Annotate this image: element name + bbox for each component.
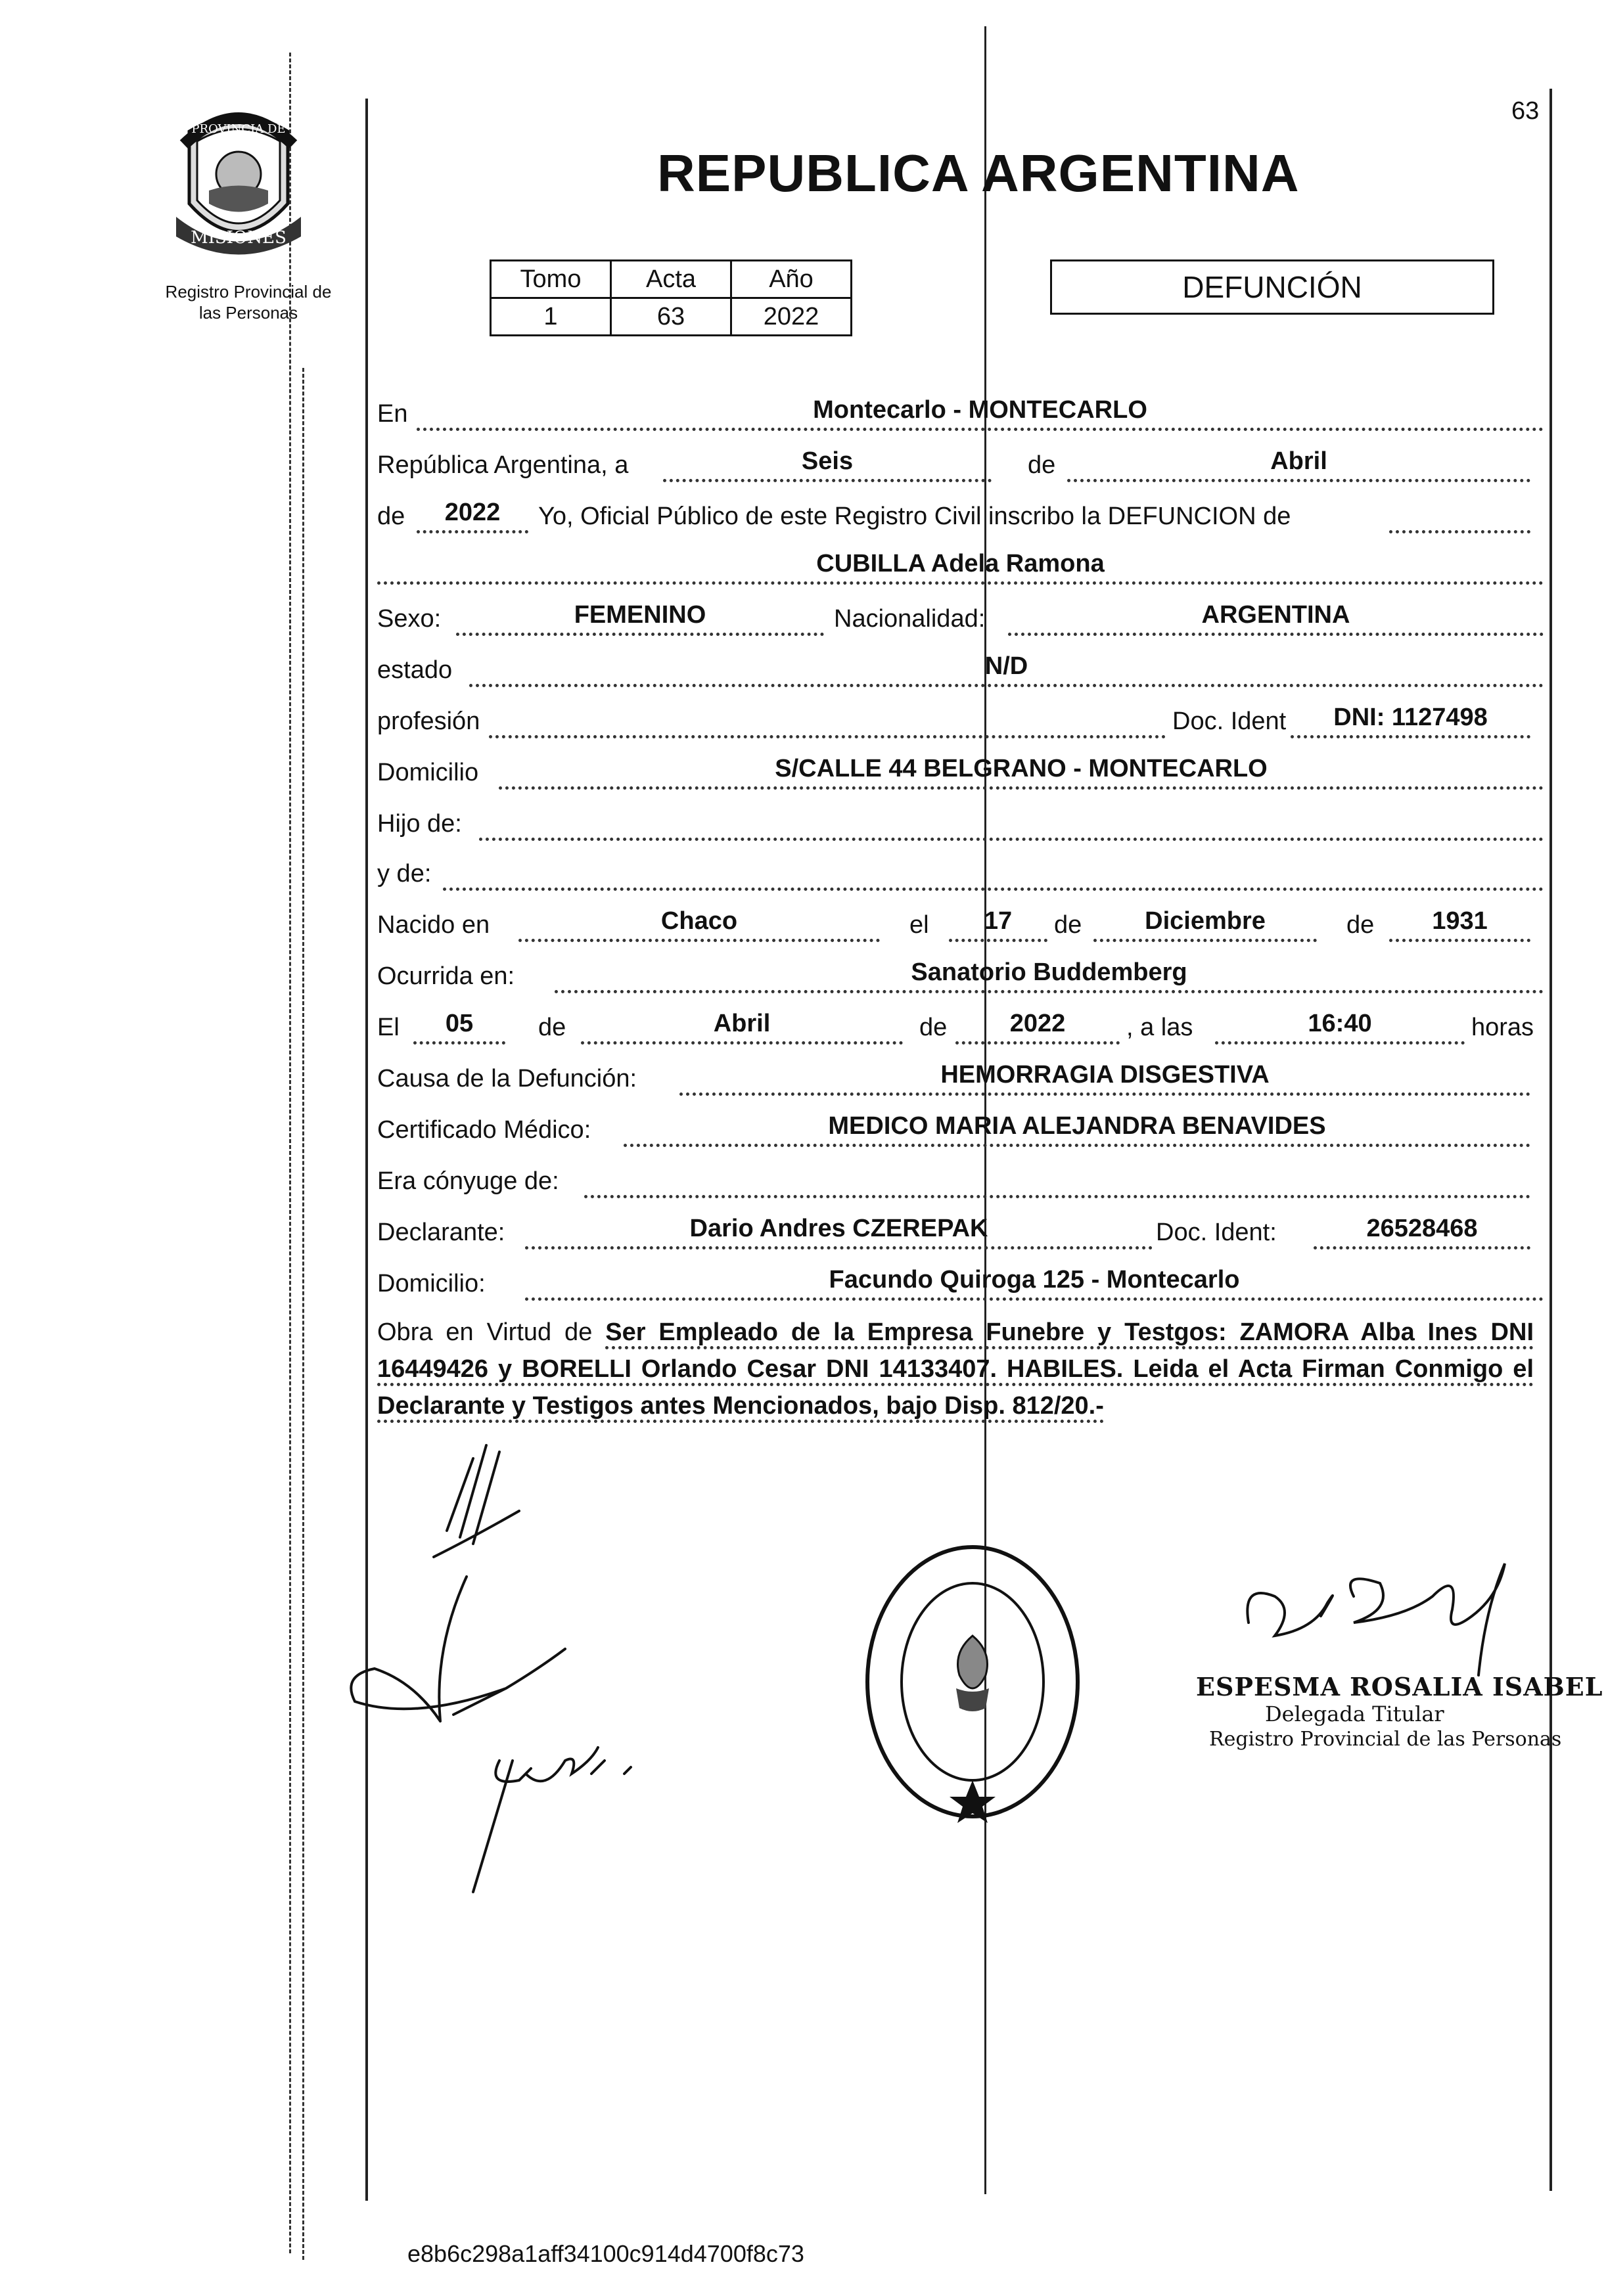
misiones-seal-icon <box>170 105 308 263</box>
field-hijo-de <box>479 806 1544 841</box>
official-stamp-role: Delegada Titular <box>1265 1701 1444 1726</box>
field-nombre: CUBILLA Adela Ramona <box>377 550 1544 585</box>
label-el: el <box>909 911 929 939</box>
label-obra: Obra en Virtud de <box>377 1318 593 1346</box>
label-a-las: , a las <box>1126 1014 1193 1041</box>
left-dashed-line-2 <box>302 368 304 2260</box>
field-obra: Ser Empleado de la Empresa Funebre y Testgos: ZAMORA Alba Ines DNI 16449426 y BORELLI Orlando Cesar DNI 14133407. HABILES. Leida el Acta Firman Conmigo el Declarante y Testigos antes Mencionados, bajo Disp. 812/20.- <box>377 1318 1534 1423</box>
official-stamp-name: ESPESMA ROSALIA ISABEL <box>1196 1672 1603 1701</box>
field-nacido-en: Chaco <box>518 907 880 942</box>
row-declarante <box>377 1211 1544 1251</box>
row-conyuge <box>377 1160 1544 1200</box>
registry-caption: Registro Provincial de las Personas <box>165 282 332 323</box>
document-hash: e8b6c298a1aff34100c914d4700f8c73 <box>407 2240 804 2267</box>
label-domicilio-2: Domicilio: <box>377 1270 486 1297</box>
field-dia: Seis <box>663 447 992 482</box>
witness-signature <box>335 1570 572 1754</box>
row-profesion <box>377 700 1544 740</box>
row-y-de <box>377 853 1544 892</box>
acta-value: 63 <box>611 298 731 336</box>
field-profesion <box>489 704 1166 738</box>
field-nacionalidad: ARGENTINA <box>1008 601 1544 636</box>
field-def-mes: Abril <box>581 1010 903 1045</box>
label-doc-ident: Doc. Ident <box>1172 708 1287 735</box>
row-hijo-de <box>377 803 1544 842</box>
label-declarante: Declarante: <box>377 1219 505 1246</box>
row-certificado <box>377 1109 1544 1148</box>
row-ocurrida <box>377 955 1544 995</box>
anio-header: Año <box>731 261 852 298</box>
field-sexo: FEMENINO <box>456 601 824 636</box>
anio-value: 2022 <box>731 298 852 336</box>
label-de: de <box>1028 451 1056 479</box>
row-sexo <box>377 598 1544 637</box>
tomo-value: 1 <box>491 298 611 336</box>
label-el-2: El <box>377 1014 400 1041</box>
field-lugar: Montecarlo - MONTECARLO <box>417 396 1544 431</box>
label-de-def-2: de <box>919 1014 948 1041</box>
field-estado: N/D <box>469 652 1544 687</box>
label-certificado: Certificado Médico: <box>377 1116 591 1144</box>
field-oficial-blank <box>1389 499 1530 533</box>
field-doc-ident: DNI: 1127498 <box>1291 704 1530 738</box>
row-nombre <box>377 547 1544 586</box>
row-lugar <box>377 393 1544 432</box>
label-oficial: Yo, Oficial Público de este Registro Civil inscribo la DEFUNCION de <box>538 503 1291 530</box>
seal-misiones-text: MISIONES <box>191 228 287 248</box>
label-de-nac-1: de <box>1054 911 1082 939</box>
row-causa <box>377 1058 1544 1097</box>
declarant-signature <box>421 1439 526 1570</box>
label-de-nac-2: de <box>1346 911 1375 939</box>
official-stamp-office: Registro Provincial de las Personas <box>1209 1728 1562 1751</box>
delegation-stamp-icon <box>861 1537 1084 1826</box>
field-domicilio: S/CALLE 44 BELGRANO - MONTECARLO <box>499 755 1544 790</box>
tomo-header: Tomo <box>491 261 611 298</box>
label-sexo: Sexo: <box>377 605 442 633</box>
field-nac-dia: 17 <box>949 907 1047 942</box>
label-de-2: de <box>377 503 405 530</box>
label-causa: Causa de la Defunción: <box>377 1065 637 1092</box>
label-nacido-en: Nacido en <box>377 911 490 939</box>
label-horas: horas <box>1471 1014 1534 1041</box>
label-de-def-1: de <box>538 1014 566 1041</box>
record-type-box: DEFUNCIÓN <box>1050 259 1494 315</box>
label-hijo-de: Hijo de: <box>377 810 462 838</box>
label-republica: República Argentina, a <box>377 451 629 479</box>
field-ocurrida-en: Sanatorio Buddemberg <box>555 958 1544 993</box>
field-decl-domicilio: Facundo Quiroga 125 - Montecarlo <box>525 1266 1544 1301</box>
svg-text:PROVINCIA DE: PROVINCIA DE <box>191 122 286 136</box>
row-fecha-acta <box>377 444 1544 484</box>
label-en: En <box>377 400 408 428</box>
right-margin-rule <box>1549 89 1552 2191</box>
field-mes: Abril <box>1067 447 1530 482</box>
left-margin-rule <box>365 99 368 2201</box>
left-dashed-line <box>289 53 291 2253</box>
row-oficial <box>377 495 1544 535</box>
field-causa: HEMORRAGIA DISGESTIVA <box>679 1061 1530 1096</box>
page-number: 63 <box>1511 97 1540 125</box>
field-nac-mes: Diciembre <box>1093 907 1317 942</box>
row-domicilio-declarante <box>377 1263 1544 1302</box>
field-decl-doc: 26528468 <box>1314 1215 1530 1249</box>
field-y-de <box>443 856 1544 891</box>
field-anio: 2022 <box>417 499 528 533</box>
label-y-de: y de: <box>377 860 432 888</box>
field-def-dia: 05 <box>413 1010 505 1045</box>
acta-header: Acta <box>611 261 731 298</box>
label-estado: estado <box>377 656 453 684</box>
label-conyuge: Era cónyuge de: <box>377 1167 559 1195</box>
field-def-anio: 2022 <box>955 1010 1120 1045</box>
witness-signature-2 <box>460 1734 657 1905</box>
field-declarante: Dario Andres CZEREPAK <box>525 1215 1153 1249</box>
label-profesion: profesión <box>377 708 480 735</box>
page-title: REPUBLICA ARGENTINA <box>657 144 1300 202</box>
row-domicilio <box>377 752 1544 791</box>
field-hora: 16:40 <box>1215 1010 1465 1045</box>
row-nacimiento <box>377 904 1544 943</box>
field-nac-anio: 1931 <box>1389 907 1530 942</box>
row-fecha-defuncion <box>377 1006 1544 1046</box>
field-certificado: MEDICO MARIA ALEJANDRA BENAVIDES <box>624 1112 1530 1147</box>
row-estado <box>377 649 1544 688</box>
label-nacionalidad: Nacionalidad: <box>834 605 986 633</box>
label-doc-ident-2: Doc. Ident: <box>1156 1219 1277 1246</box>
label-domicilio: Domicilio <box>377 759 479 786</box>
obra-en-virtud-paragraph <box>377 1314 1534 1424</box>
label-ocurrida-en: Ocurrida en: <box>377 962 515 990</box>
field-conyuge <box>584 1163 1530 1198</box>
record-reference-table <box>490 259 852 336</box>
